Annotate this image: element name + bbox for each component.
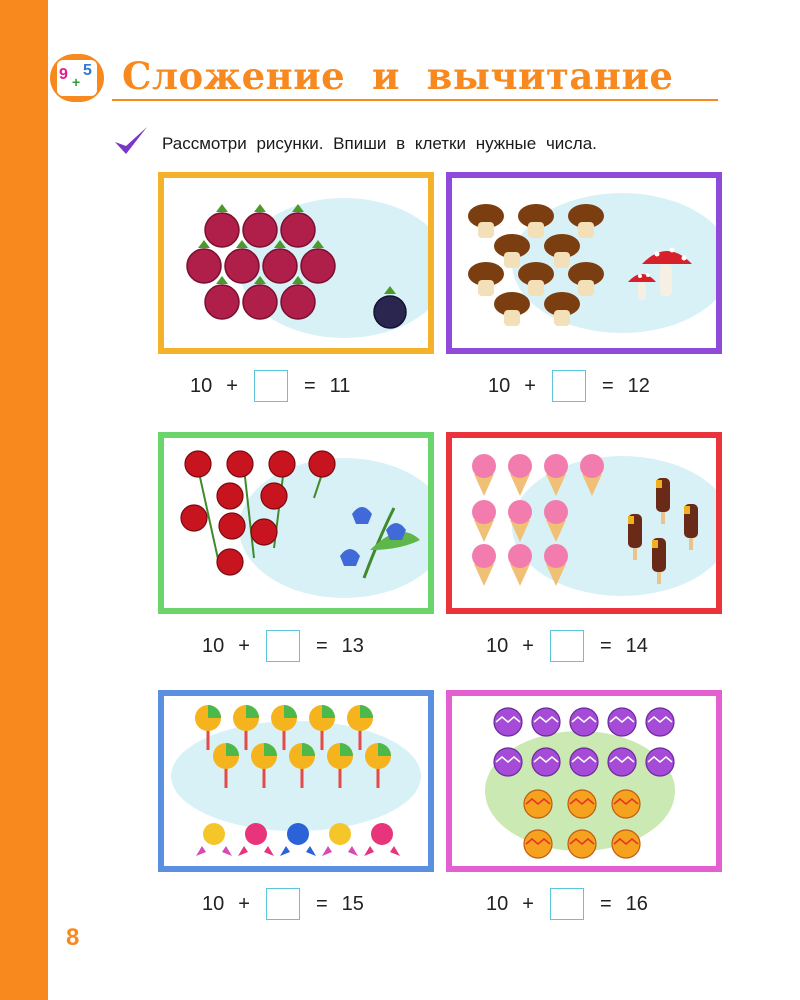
- equation-left-number: 10: [488, 374, 511, 397]
- raspberry: [281, 285, 315, 319]
- equation-plus: +: [238, 634, 250, 657]
- raspberry: [225, 249, 259, 283]
- raspberries-picture: [164, 178, 428, 348]
- exercise-card-lollipops: [158, 690, 434, 872]
- equation-balls: [486, 886, 648, 922]
- title-underline: [112, 99, 718, 101]
- equation-result: 11: [329, 374, 351, 397]
- answer-box-balls[interactable]: [550, 888, 584, 920]
- badge-digit-b: 5: [83, 62, 92, 79]
- candies: [196, 823, 400, 856]
- page-number: 8: [66, 924, 80, 951]
- equation-result: 13: [341, 634, 364, 657]
- lollipops-picture: [164, 696, 428, 866]
- raspberry: [243, 285, 277, 319]
- equation-plus: +: [524, 374, 536, 397]
- badge-card: [57, 60, 97, 96]
- raspberry: [263, 249, 297, 283]
- math-badge-icon: [50, 54, 104, 102]
- equation-equals: =: [303, 374, 316, 397]
- equation-left-number: 10: [486, 634, 509, 657]
- raspberry: [205, 285, 239, 319]
- raspberry: [187, 249, 221, 283]
- equation-plus: +: [522, 892, 534, 915]
- equation-lollipops: [202, 886, 364, 922]
- raspberry: [243, 213, 277, 247]
- equation-result: 15: [341, 892, 364, 915]
- equation-result: 14: [625, 634, 648, 657]
- exercise-card-raspberries: [158, 172, 434, 354]
- page-title: Сложение и вычитание: [122, 54, 674, 98]
- exercise-card-ice-cream: [446, 432, 722, 614]
- equation-left-number: 10: [202, 892, 225, 915]
- equation-equals: =: [599, 634, 612, 657]
- equation-plus: +: [226, 374, 238, 397]
- equation-left-number: 10: [190, 374, 213, 397]
- equation-equals: =: [315, 892, 328, 915]
- equation-equals: =: [599, 892, 612, 915]
- raspberry: [301, 249, 335, 283]
- equation-equals: =: [315, 634, 328, 657]
- answer-box-lollipops[interactable]: [266, 888, 300, 920]
- equation-plus: +: [238, 892, 250, 915]
- equation-mushrooms: [488, 368, 650, 404]
- equation-ice-cream: [486, 628, 648, 664]
- badge-digit-a: 9: [59, 66, 68, 83]
- answer-box-ice-cream[interactable]: [550, 630, 584, 662]
- equation-result: 16: [625, 892, 648, 915]
- equation-left-number: 10: [202, 634, 225, 657]
- equation-equals: =: [601, 374, 614, 397]
- equation-plus: +: [522, 634, 534, 657]
- exercise-card-balls: [446, 690, 722, 872]
- answer-box-roses[interactable]: [266, 630, 300, 662]
- equation-result: 12: [627, 374, 650, 397]
- badge-operator: +: [72, 74, 81, 90]
- blackberry: [374, 296, 406, 328]
- answer-box-raspberries[interactable]: [254, 370, 288, 402]
- balls-picture: [452, 696, 716, 866]
- mushrooms-picture: [452, 178, 716, 348]
- exercise-card-mushrooms: [446, 172, 722, 354]
- answer-box-mushrooms[interactable]: [552, 370, 586, 402]
- checkmark-icon: [112, 124, 150, 158]
- side-color-band: [0, 0, 48, 1000]
- ice-cream-picture: [452, 438, 716, 608]
- equation-left-number: 10: [486, 892, 509, 915]
- raspberry: [281, 213, 315, 247]
- raspberry: [205, 213, 239, 247]
- exercise-card-roses: [158, 432, 434, 614]
- roses-picture: [164, 438, 428, 608]
- equation-raspberries: [190, 368, 350, 404]
- instruction-text: Рассмотри рисунки. Впиши в клетки нужные числа.: [162, 134, 597, 153]
- equation-roses: [202, 628, 364, 664]
